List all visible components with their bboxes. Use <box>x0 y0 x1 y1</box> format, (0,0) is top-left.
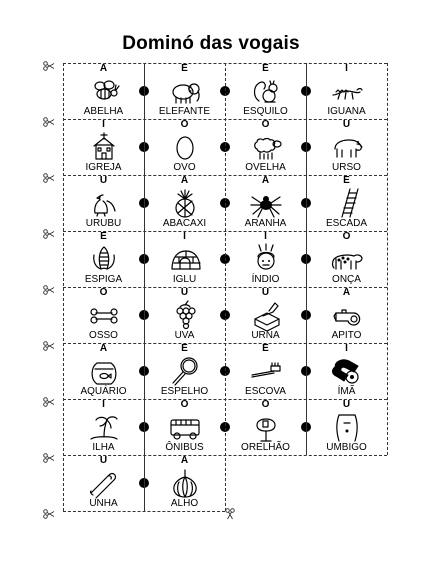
domino-card <box>63 63 144 119</box>
island-icon <box>87 411 121 443</box>
word-label: ÔNIBUS <box>165 442 204 453</box>
iguana-icon <box>330 75 364 107</box>
page-title: Dominó das vogais <box>122 33 300 54</box>
vowel-letter: A <box>99 343 108 354</box>
egg-icon <box>168 131 202 163</box>
cut-line <box>225 63 226 511</box>
word-label: UMBIGO <box>326 442 367 453</box>
bear-icon <box>330 131 364 163</box>
word-label: ESCADA <box>325 218 368 229</box>
domino-card <box>225 231 306 287</box>
domino-card <box>144 399 225 455</box>
domino-card <box>63 119 144 175</box>
vowel-letter: I <box>345 343 348 354</box>
hand-mirror-icon <box>168 355 202 387</box>
vowel-letter: A <box>342 287 351 298</box>
navel-icon <box>330 411 364 443</box>
vowel-letter: I <box>102 119 105 130</box>
word-label: UVA <box>174 330 195 341</box>
word-label: ÍNDIO <box>251 274 280 285</box>
vowel-letter: I <box>183 231 186 242</box>
vowel-letter: O <box>99 287 108 298</box>
word-label: OVO <box>173 162 196 173</box>
scissors-icon <box>43 394 55 404</box>
vowel-letter: E <box>343 175 350 186</box>
fishbowl-icon <box>87 355 121 387</box>
word-label: IGREJA <box>85 162 122 173</box>
vulture-icon <box>87 187 121 219</box>
domino-card <box>144 119 225 175</box>
word-label: APITO <box>331 330 362 341</box>
vowel-letter: I <box>264 231 267 242</box>
vowel-letter: E <box>100 231 107 242</box>
word-label: OVELHA <box>245 162 286 173</box>
grapes-icon <box>168 299 202 331</box>
domino-card <box>225 63 306 119</box>
word-label: IGLU <box>172 274 197 285</box>
vowel-letter: O <box>261 119 270 130</box>
scissors-icon <box>43 58 55 68</box>
bone-icon <box>87 299 121 331</box>
domino-card <box>306 399 387 455</box>
sheep-icon <box>249 131 283 163</box>
domino-card <box>306 63 387 119</box>
domino-card <box>63 343 144 399</box>
domino-card <box>144 231 225 287</box>
vowel-letter: U <box>180 287 189 298</box>
squirrel-icon <box>249 75 283 107</box>
spider-icon <box>249 187 283 219</box>
word-label: URUBU <box>85 218 122 229</box>
scissors-icon <box>43 170 55 180</box>
vowel-letter: O <box>180 399 189 410</box>
word-label: ÍMÃ <box>337 386 356 397</box>
pineapple-icon <box>168 187 202 219</box>
vowel-letter: O <box>180 119 189 130</box>
vowel-letter: I <box>102 399 105 410</box>
word-label: ALHO <box>170 498 199 509</box>
domino-card <box>63 231 144 287</box>
whistle-icon <box>330 299 364 331</box>
scissors-icon <box>43 226 55 236</box>
word-label: ARANHA <box>244 218 287 229</box>
ladder-icon <box>330 187 364 219</box>
word-label: URNA <box>251 330 280 341</box>
vowel-letter: A <box>99 63 108 74</box>
word-label: ILHA <box>92 442 115 453</box>
vowel-letter: O <box>342 231 351 242</box>
ballot-box-icon <box>249 299 283 331</box>
igloo-icon <box>168 243 202 275</box>
domino-card <box>144 63 225 119</box>
garlic-icon <box>168 467 202 499</box>
word-label: ESPELHO <box>160 386 209 397</box>
cut-line <box>387 63 388 455</box>
word-label: ESPIGA <box>84 274 123 285</box>
domino-card <box>63 175 144 231</box>
word-label: ONÇA <box>332 274 361 285</box>
scissors-icon <box>43 282 55 292</box>
scissors-icon <box>228 508 238 520</box>
domino-card <box>63 287 144 343</box>
cut-line <box>63 511 225 512</box>
domino-card <box>144 343 225 399</box>
cut-line <box>306 63 307 455</box>
word-label: ELEFANTE <box>158 106 211 117</box>
vowel-letter: E <box>181 63 188 74</box>
word-label: AQUÁRIO <box>80 386 127 397</box>
domino-card <box>225 119 306 175</box>
scissors-icon <box>43 450 55 460</box>
vowel-letter: U <box>261 287 270 298</box>
domino-card <box>306 175 387 231</box>
vowel-letter: A <box>261 175 270 186</box>
word-label: URSO <box>332 162 361 173</box>
bee-icon <box>87 75 121 107</box>
domino-card <box>144 455 225 511</box>
domino-card <box>225 287 306 343</box>
domino-card <box>225 175 306 231</box>
vowel-letter: E <box>262 343 269 354</box>
bus-icon <box>168 411 202 443</box>
domino-card <box>225 343 306 399</box>
word-label: ESCOVA <box>245 386 286 397</box>
vowel-letter: I <box>345 63 348 74</box>
scissors-icon <box>43 114 55 124</box>
vowel-letter: O <box>261 399 270 410</box>
word-label: ABELHA <box>83 106 124 117</box>
vowel-letter: A <box>180 455 189 466</box>
scissors-icon <box>43 338 55 348</box>
domino-card <box>63 399 144 455</box>
word-label: ABACAXI <box>162 218 207 229</box>
vowel-letter: E <box>181 343 188 354</box>
domino-card <box>63 455 144 511</box>
fingernail-icon <box>87 467 121 499</box>
elephant-icon <box>168 75 202 107</box>
vowel-letter: U <box>99 455 108 466</box>
cut-line <box>63 63 64 511</box>
domino-card <box>144 175 225 231</box>
domino-card <box>306 231 387 287</box>
domino-card <box>225 399 306 455</box>
cut-line <box>144 63 145 511</box>
domino-card <box>144 287 225 343</box>
domino-card <box>306 119 387 175</box>
church-icon <box>87 131 121 163</box>
word-label: OSSO <box>89 330 118 341</box>
word-label: IGUANA <box>327 106 366 117</box>
vowel-letter: A <box>180 175 189 186</box>
domino-card <box>306 343 387 399</box>
toothbrush-icon <box>249 355 283 387</box>
vowel-letter: U <box>342 399 351 410</box>
vowel-letter: U <box>342 119 351 130</box>
word-label: UNHA <box>89 498 118 509</box>
scissors-icon <box>43 506 55 516</box>
indigenous-person-icon <box>249 243 283 275</box>
vowel-letter: U <box>99 175 108 186</box>
vowel-letter: E <box>262 63 269 74</box>
payphone-icon <box>249 411 283 443</box>
domino-card <box>306 287 387 343</box>
word-label: ORELHÃO <box>241 442 290 453</box>
corn-icon <box>87 243 121 275</box>
jaguar-icon <box>330 243 364 275</box>
magnet-icon <box>330 355 364 387</box>
word-label: ESQUILO <box>243 106 288 117</box>
